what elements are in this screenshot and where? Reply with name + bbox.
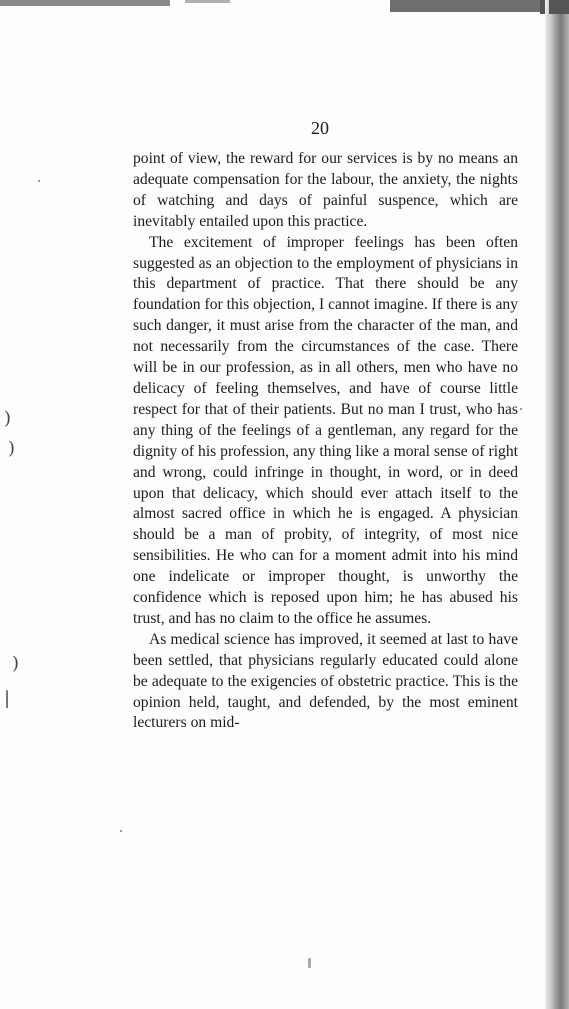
margin-mark: ) (12, 653, 20, 674)
paragraph-continuation: point of view, the reward for our services is by no means an adequate compensation for the labour, the anxiety, the nights of watching and days of painful suspence, which are inevitably entailed upon this practice. (133, 150, 518, 230)
scan-edge-top-left (0, 0, 170, 6)
margin-mark: ) (8, 438, 16, 459)
margin-mark: | (4, 688, 11, 709)
scan-speck (308, 958, 311, 968)
paragraph: The excitement of improper feelings has been often suggested as an objection to the employment of physicians in this department of practice. That there should be any foundation for this objection, I cannot imagine. If there is any such danger, it must arise from the character of the man, and not necessarily from the circumstances of the case. There will be in our profession, as in all others, men who have no delicacy of feeling themselves, and have of course little respect for that of their patients. But no man I trust, who has any thing of the feelings of a gentleman, any regard for the dignity of his profession, any thing like a moral sense of right and wrong, could infringe in thought, in word, or in deed upon that delicacy, which should ever attach itself to the almost sacred office in which he is engaged. A physician should be a man of probity, of integrity, of most nice sensibilities. He who can for a moment admit into his mind one indelicate or improper thought, is unworthy the confidence which is reposed upon him; he has abused his trust, and has no claim to the office he assumes. (133, 233, 518, 627)
page-number: 20 (311, 118, 329, 138)
scan-speck (520, 408, 522, 410)
paragraph: As medical science has improved, it seemed at last to have been settled, that physicians regularly educated could alone be adequate to the exigencies of obstetric practice. This is the opinion held, taught, and defended, by the most eminent lecturers on mid- (133, 630, 518, 732)
body-text (133, 149, 518, 734)
scan-speck (120, 830, 122, 832)
scan-edge-top-right (390, 0, 540, 12)
scan-edge-top-mid (185, 0, 230, 3)
book-spine-edge (549, 14, 569, 1009)
margin-mark: ) (4, 408, 12, 429)
scan-speck (38, 180, 40, 182)
